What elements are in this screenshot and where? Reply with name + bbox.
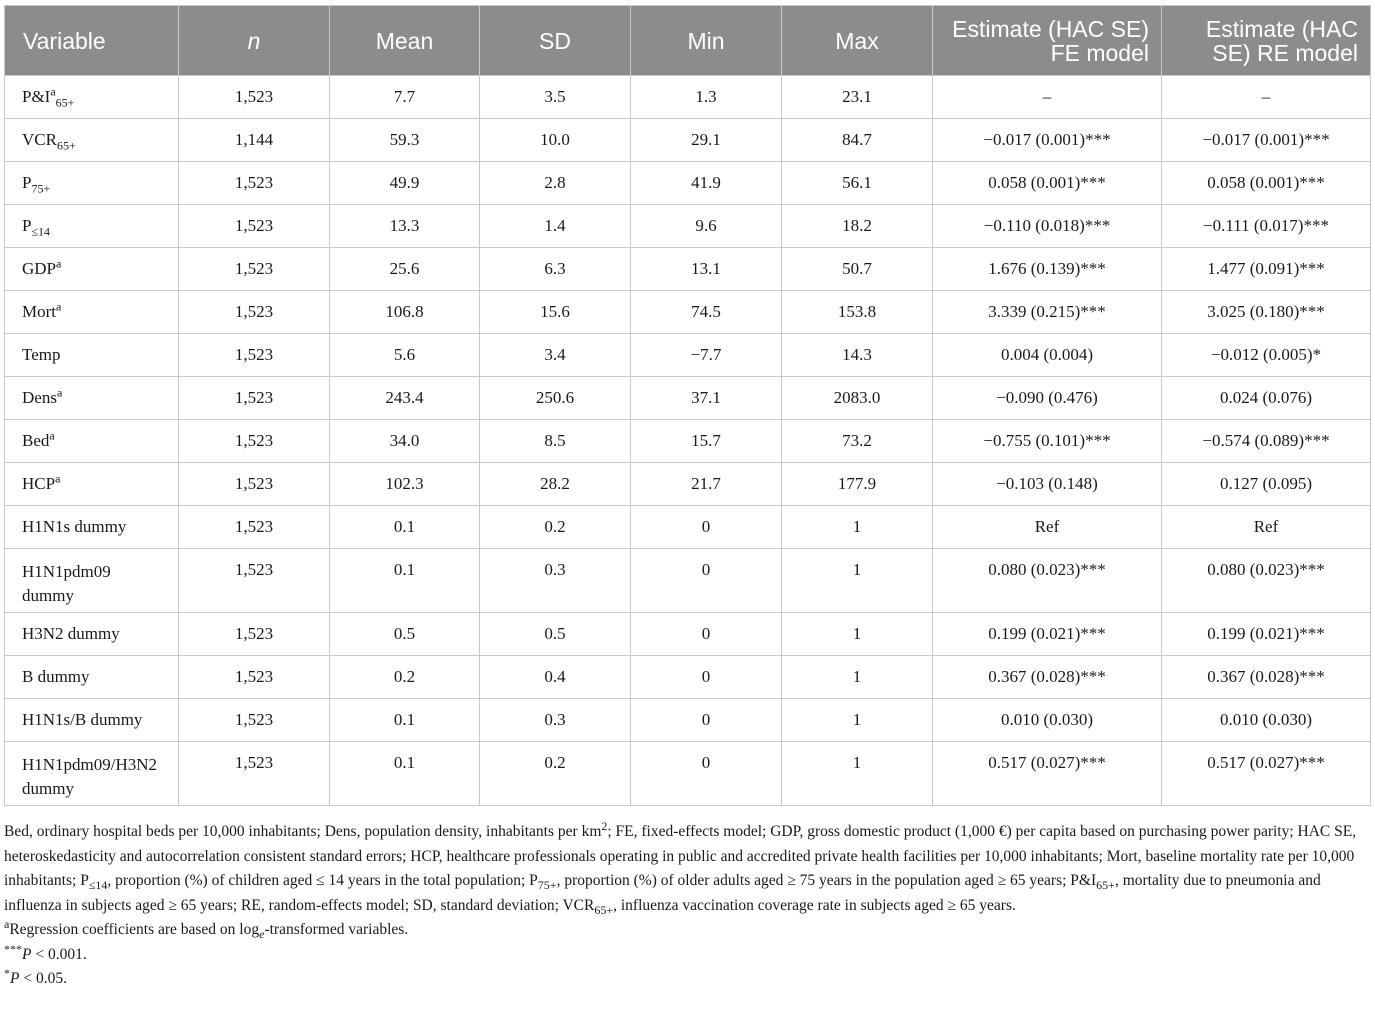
fe-cell: 0.517 (0.027)*** [933, 742, 1162, 806]
max-cell: 1 [782, 699, 933, 742]
sd-cell: 0.3 [480, 699, 631, 742]
mean-cell: 13.3 [330, 205, 480, 248]
table-row [5, 377, 1371, 420]
n-cell: 1,523 [179, 699, 330, 742]
table-row [5, 205, 1371, 248]
fe-cell: 0.199 (0.021)*** [933, 613, 1162, 656]
re-cell: −0.012 (0.005)* [1162, 334, 1371, 377]
mean-cell: 102.3 [330, 463, 480, 506]
re-cell: 0.199 (0.021)*** [1162, 613, 1371, 656]
max-cell: 18.2 [782, 205, 933, 248]
min-cell: 0 [631, 549, 782, 613]
min-cell: 74.5 [631, 291, 782, 334]
max-cell: 1 [782, 742, 933, 806]
re-cell: 1.477 (0.091)*** [1162, 248, 1371, 291]
n-cell: 1,523 [179, 291, 330, 334]
header-fe-estimate: Estimate (HAC SE) FE model [933, 6, 1162, 76]
min-cell: 13.1 [631, 248, 782, 291]
n-cell: 1,523 [179, 549, 330, 613]
mean-cell: 0.1 [330, 506, 480, 549]
table-row [5, 119, 1371, 162]
n-cell: 1,523 [179, 76, 330, 119]
max-cell: 14.3 [782, 334, 933, 377]
fe-cell: 0.058 (0.001)*** [933, 162, 1162, 205]
fe-cell: 3.339 (0.215)*** [933, 291, 1162, 334]
min-cell: 29.1 [631, 119, 782, 162]
re-cell: −0.017 (0.001)*** [1162, 119, 1371, 162]
mean-cell: 0.2 [330, 656, 480, 699]
mean-cell: 0.5 [330, 613, 480, 656]
variable-cell: $P_{75+}$ [5, 162, 179, 205]
min-cell: 0 [631, 742, 782, 806]
n-cell: 1,523 [179, 162, 330, 205]
min-cell: 41.9 [631, 162, 782, 205]
variable-cell: Temp [5, 334, 179, 377]
mean-cell: 0.1 [330, 742, 480, 806]
re-cell: – [1162, 76, 1371, 119]
min-cell: 0 [631, 613, 782, 656]
n-cell: 1,523 [179, 420, 330, 463]
min-cell: 0 [631, 506, 782, 549]
table-row [5, 742, 1371, 806]
abbreviations-note: Bed, ordinary hospital beds per 10,000 inhabitants; Dens, population density, inhabitants per $km^2$; FE, fixed-effects model; GDP, gross domestic product (1,000 €) per capita based on purchasing power parity; HAC SE, heteroskedasticity and autocorrelation consistent standard errors; HCP, healthcare professionals operating in public and accredited private health facilities per 10,000 inhabitants; Mort, baseline mortality rate per 10,000 inhabitants; $P_{\le 14}$, proportion (%) of children aged ≤ 14 years in the total population; $P_{75+}$, proportion (%) of older adults aged ≥ 75 years in the population aged ≥ 65 years; $P\&I_{65+}$, mortality due to pneumonia and influenza in subjects aged ≥ 65 years; RE, random-effects model; SD, standard deviation; $VCR_{65+}$, influenza vaccination coverage rate in subjects aged ≥ 65 years. [4, 818, 1357, 917]
sd-cell: 0.5 [480, 613, 631, 656]
header-sd: SD [480, 6, 631, 76]
max-cell: 1 [782, 656, 933, 699]
mean-cell: 34.0 [330, 420, 480, 463]
sd-cell: 3.5 [480, 76, 631, 119]
max-cell: 1 [782, 613, 933, 656]
min-cell: 15.7 [631, 420, 782, 463]
re-cell: 0.127 (0.095) [1162, 463, 1371, 506]
sd-cell: 28.2 [480, 463, 631, 506]
fe-cell: −0.110 (0.018)*** [933, 205, 1162, 248]
sd-cell: 1.4 [480, 205, 631, 248]
header-max: Max [782, 6, 933, 76]
variable-cell: $P_{\le 14}$ [5, 205, 179, 248]
min-cell: 21.7 [631, 463, 782, 506]
sd-cell: 0.2 [480, 742, 631, 806]
sd-cell: 0.3 [480, 549, 631, 613]
table-header-row [5, 6, 1371, 76]
mean-cell: 243.4 [330, 377, 480, 420]
fe-cell: −0.090 (0.476) [933, 377, 1162, 420]
max-cell: 23.1 [782, 76, 933, 119]
mean-cell: 7.7 [330, 76, 480, 119]
sd-cell: 2.8 [480, 162, 631, 205]
fe-cell: 0.004 (0.004) [933, 334, 1162, 377]
re-cell: 3.025 (0.180)*** [1162, 291, 1371, 334]
re-cell: 0.024 (0.076) [1162, 377, 1371, 420]
re-cell: Ref [1162, 506, 1371, 549]
header-re-estimate: Estimate (HAC SE) RE model [1162, 6, 1371, 76]
max-cell: 50.7 [782, 248, 933, 291]
p001-note: ***P < 0.001. [4, 941, 87, 963]
table-body [5, 76, 1371, 806]
summary-statistics-table [4, 5, 1371, 806]
header-mean: Mean [330, 6, 480, 76]
table-row [5, 76, 1371, 119]
table-row [5, 291, 1371, 334]
table-row [5, 549, 1371, 613]
fe-cell: −0.103 (0.148) [933, 463, 1162, 506]
mean-cell: 25.6 [330, 248, 480, 291]
re-cell: −0.111 (0.017)*** [1162, 205, 1371, 248]
fe-cell: 0.367 (0.028)*** [933, 656, 1162, 699]
variable-cell: Bed$^a$ [5, 420, 179, 463]
variable-cell: B dummy [5, 656, 179, 699]
min-cell: −7.7 [631, 334, 782, 377]
table-row [5, 334, 1371, 377]
table-row [5, 699, 1371, 742]
fe-cell: 0.010 (0.030) [933, 699, 1162, 742]
n-cell: 1,523 [179, 205, 330, 248]
variable-cell: H3N2 dummy [5, 613, 179, 656]
mean-cell: 49.9 [330, 162, 480, 205]
n-cell: 1,523 [179, 463, 330, 506]
header-min: Min [631, 6, 782, 76]
table-row [5, 162, 1371, 205]
table-row [5, 613, 1371, 656]
n-cell: 1,523 [179, 506, 330, 549]
log-transform-note: $^a$Regression coefficients are based on $\log_e$-transformed variables. [4, 916, 409, 942]
variable-cell: Mort$^a$ [5, 291, 179, 334]
p05-note: *P < 0.05. [4, 965, 67, 987]
n-cell: 1,523 [179, 613, 330, 656]
sd-cell: 6.3 [480, 248, 631, 291]
max-cell: 1 [782, 549, 933, 613]
min-cell: 37.1 [631, 377, 782, 420]
table-row [5, 463, 1371, 506]
table-row [5, 248, 1371, 291]
variable-cell: HCP$^a$ [5, 463, 179, 506]
min-cell: 0 [631, 656, 782, 699]
variable-cell: $VCR_{65+}$ [5, 119, 179, 162]
n-cell: 1,523 [179, 656, 330, 699]
re-cell: −0.574 (0.089)*** [1162, 420, 1371, 463]
sd-cell: 3.4 [480, 334, 631, 377]
re-cell: 0.058 (0.001)*** [1162, 162, 1371, 205]
table-row [5, 420, 1371, 463]
table-footnotes [4, 820, 1370, 992]
variable-cell: GDP$^a$ [5, 248, 179, 291]
variable-cell: H1N1pdm09 dummy [5, 549, 179, 613]
max-cell: 1 [782, 506, 933, 549]
max-cell: 56.1 [782, 162, 933, 205]
fe-cell: – [933, 76, 1162, 119]
n-cell: 1,523 [179, 248, 330, 291]
n-cell: 1,523 [179, 742, 330, 806]
variable-cell: $P\&I^a_{65+}$ [5, 76, 179, 119]
max-cell: 177.9 [782, 463, 933, 506]
variable-cell: H1N1s/B dummy [5, 699, 179, 742]
min-cell: 1.3 [631, 76, 782, 119]
variable-cell: H1N1pdm09/H3N2 dummy [5, 742, 179, 806]
fe-cell: 1.676 (0.139)*** [933, 248, 1162, 291]
variable-cell: H1N1s dummy [5, 506, 179, 549]
n-cell: 1,523 [179, 334, 330, 377]
n-cell: 1,144 [179, 119, 330, 162]
header-n: n [179, 6, 330, 76]
n-cell: 1,523 [179, 377, 330, 420]
table-row [5, 656, 1371, 699]
variable-cell: Dens$^a$ [5, 377, 179, 420]
table-row [5, 506, 1371, 549]
mean-cell: 106.8 [330, 291, 480, 334]
mean-cell: 0.1 [330, 549, 480, 613]
max-cell: 73.2 [782, 420, 933, 463]
max-cell: 2083.0 [782, 377, 933, 420]
fe-cell: −0.017 (0.001)*** [933, 119, 1162, 162]
max-cell: 153.8 [782, 291, 933, 334]
max-cell: 84.7 [782, 119, 933, 162]
re-cell: 0.367 (0.028)*** [1162, 656, 1371, 699]
mean-cell: 0.1 [330, 699, 480, 742]
re-cell: 0.010 (0.030) [1162, 699, 1371, 742]
re-cell: 0.517 (0.027)*** [1162, 742, 1371, 806]
sd-cell: 250.6 [480, 377, 631, 420]
sd-cell: 0.4 [480, 656, 631, 699]
min-cell: 0 [631, 699, 782, 742]
mean-cell: 5.6 [330, 334, 480, 377]
mean-cell: 59.3 [330, 119, 480, 162]
re-cell: 0.080 (0.023)*** [1162, 549, 1371, 613]
fe-cell: Ref [933, 506, 1162, 549]
fe-cell: 0.080 (0.023)*** [933, 549, 1162, 613]
header-variable: Variable [5, 6, 179, 76]
sd-cell: 0.2 [480, 506, 631, 549]
min-cell: 9.6 [631, 205, 782, 248]
sd-cell: 8.5 [480, 420, 631, 463]
fe-cell: −0.755 (0.101)*** [933, 420, 1162, 463]
sd-cell: 10.0 [480, 119, 631, 162]
sd-cell: 15.6 [480, 291, 631, 334]
